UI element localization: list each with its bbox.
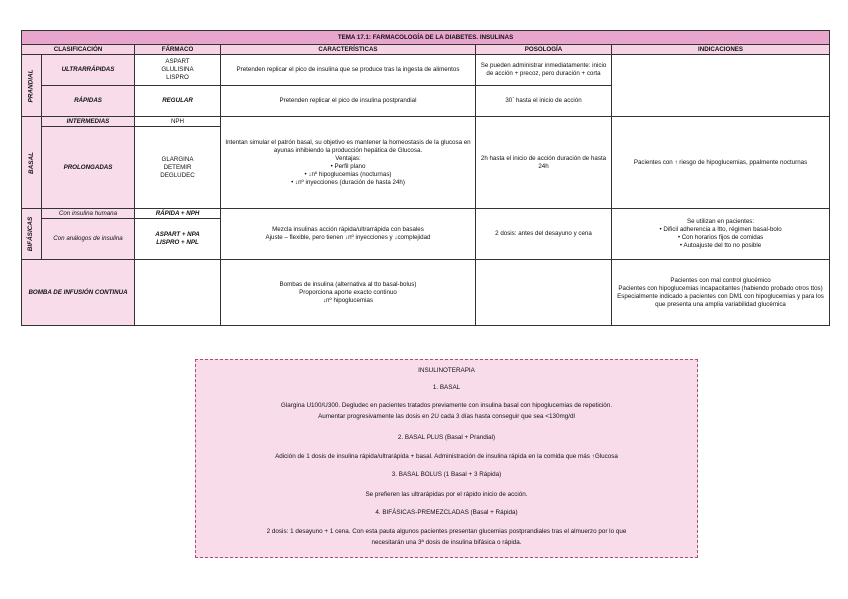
ind-prolongadas: Pacientes con ↑ riesgo de hipoglucemias, ppalmente nocturnas: [612, 117, 830, 209]
ind-bifasicas: Se utilizan en pacientes: • Dificil adherencia a ltto, régimen basal-bolo • Con horarios fijos de comidas • Autoajuste del tto no posible: [612, 209, 830, 260]
header-posologia: POSOLOGÍA: [476, 45, 612, 55]
box-section-4-line-2: necesitarán una 3ª dosis de insulina bifásica o rápida.: [371, 539, 522, 546]
class-ultrarrapidas: ULTRARRÁPIDAS: [42, 55, 135, 86]
box-section-1-line-1: Glargina U100/U300. Degludec en pacientes tratados previamente con insulina basal con hipoglucemias de repetición.: [280, 402, 613, 409]
box-section-2: 2. BASAL PLUS (Basal + Prandial): [397, 434, 496, 441]
drug-bif-humana: RÁPIDA + NPH: [135, 209, 221, 219]
ind-prandial: [612, 55, 830, 117]
header-indicaciones: INDICACIONES: [612, 45, 830, 55]
box-section-1: 1. BASAL: [432, 384, 461, 391]
insulinoterapia-box: [195, 359, 698, 558]
pos-ultrarrapidas: Se pueden administrar inmediatamente: inicio de acción + precoz, pero duración + corta: [476, 55, 612, 86]
insulin-table: [21, 30, 830, 326]
box-section-3-text: Se prefieren las ultrarápidas por el rápido inicio de acción.: [365, 491, 528, 498]
box-section-3: 3. BASAL BOLUS (1 Basal + 3 Rápida): [391, 471, 502, 478]
char-prolongadas: Intentan simular el patrón basal, su objetivo es mantener la homeostasis de la glucosa en ayunas inhibiendo la producción hepática de Glucosa. Ventajas: • Perfil plano • ↓nº hipoglucemias (nocturnas) • ↓nº inyecciones (duración de hasta 24h): [221, 117, 476, 209]
class-intermedias: INTERMEDIAS: [42, 117, 135, 127]
char-rapidas: Pretenden replicar el pico de insulina postprandial: [221, 86, 476, 117]
char-bifasicas: Mezcla insulinas acción rápida/ultrarrápida con basales Ajuste – flexible, pero tienen ↓nº inyecciones y ↓complejidad: [221, 209, 476, 260]
pos-bomba: [476, 260, 612, 326]
group-prandial: PRANDIAL: [22, 55, 42, 117]
box-title: INSULINOTERAPIA: [418, 367, 475, 374]
group-basal: BASAL: [22, 117, 42, 209]
pos-bifasicas: 2 dosis: antes del desayuno y cena: [476, 209, 612, 260]
char-ultrarrapidas: Pretenden replicar el pico de insulina que se produce tras la ingesta de alimentos: [221, 55, 476, 86]
drug-bif-analogos: ASPART + NPA LISPRO + NPL: [135, 219, 221, 260]
char-bomba: Bombas de insulina (alternativa al tto basal-bolus) Proporciona aporte exacto continuo ↓nº hipoglucemias: [221, 260, 476, 326]
class-prolongadas: PROLONGADAS: [42, 127, 135, 209]
class-bif-humana: Con insulina humana: [42, 209, 135, 219]
class-bomba: BOMBA DE INFUSIÓN CONTINUA: [22, 260, 135, 326]
header-caracteristicas: CARACTERÍSTICAS: [221, 45, 476, 55]
page-title: TEMA 17.1: FARMACOLOGÍA DE LA DIABETES. INSULINAS: [22, 31, 830, 45]
box-section-2-text: Adición de 1 dosis de insulina rápida/ultrarápida + basal. Administración de insulina rápida en la comida que más ↑Glucosa: [275, 453, 618, 460]
drug-rapidas: REGULAR: [135, 86, 221, 117]
header-farmaco: FÁRMACO: [135, 45, 221, 55]
drug-bomba: [135, 260, 221, 326]
box-section-1-line-2: Aumentar progresivamente las dosis en 2U cada 3 días hasta conseguir que sea <130mg/dl: [318, 413, 575, 420]
drug-prolongadas: GLARGINA DETEMIR DEGLUDEC: [135, 127, 221, 209]
class-bif-analogos: Con análogos de insulina: [42, 219, 135, 260]
box-section-4: 4. BIFÁSICAS-PREMEZCLADAS (Basal + Rápida): [375, 509, 518, 516]
ind-bomba: Pacientes con mal control glucémico Pacientes con hipoglucemias incapacitantes (habiendo probado otros ttos) Especialmente indicado a pacientes con DM1 con hipoglucemias y para los que presenta una amplia variabilidad glucémica: [612, 260, 830, 326]
box-section-4-line-1: 2 dosis: 1 desayuno + 1 cena. Con esta pauta algunos pacientes presentan glucemias postprandiales tras el almuerzo por lo que: [266, 528, 627, 535]
class-rapidas: RÁPIDAS: [42, 86, 135, 117]
pos-rapidas: 30´ hasta el inicio de acción: [476, 86, 612, 117]
drug-intermedias: NPH: [135, 117, 221, 127]
group-bifasicas: BIFÁSICAS: [22, 209, 42, 260]
drug-ultrarrapidas: ASPART GLULISINA LISPRO: [135, 55, 221, 86]
pos-prolongadas: 2h hasta el inicio de acción duración de hasta 24h: [476, 117, 612, 209]
header-clasificacion: CLASIFICACIÓN: [22, 45, 135, 55]
